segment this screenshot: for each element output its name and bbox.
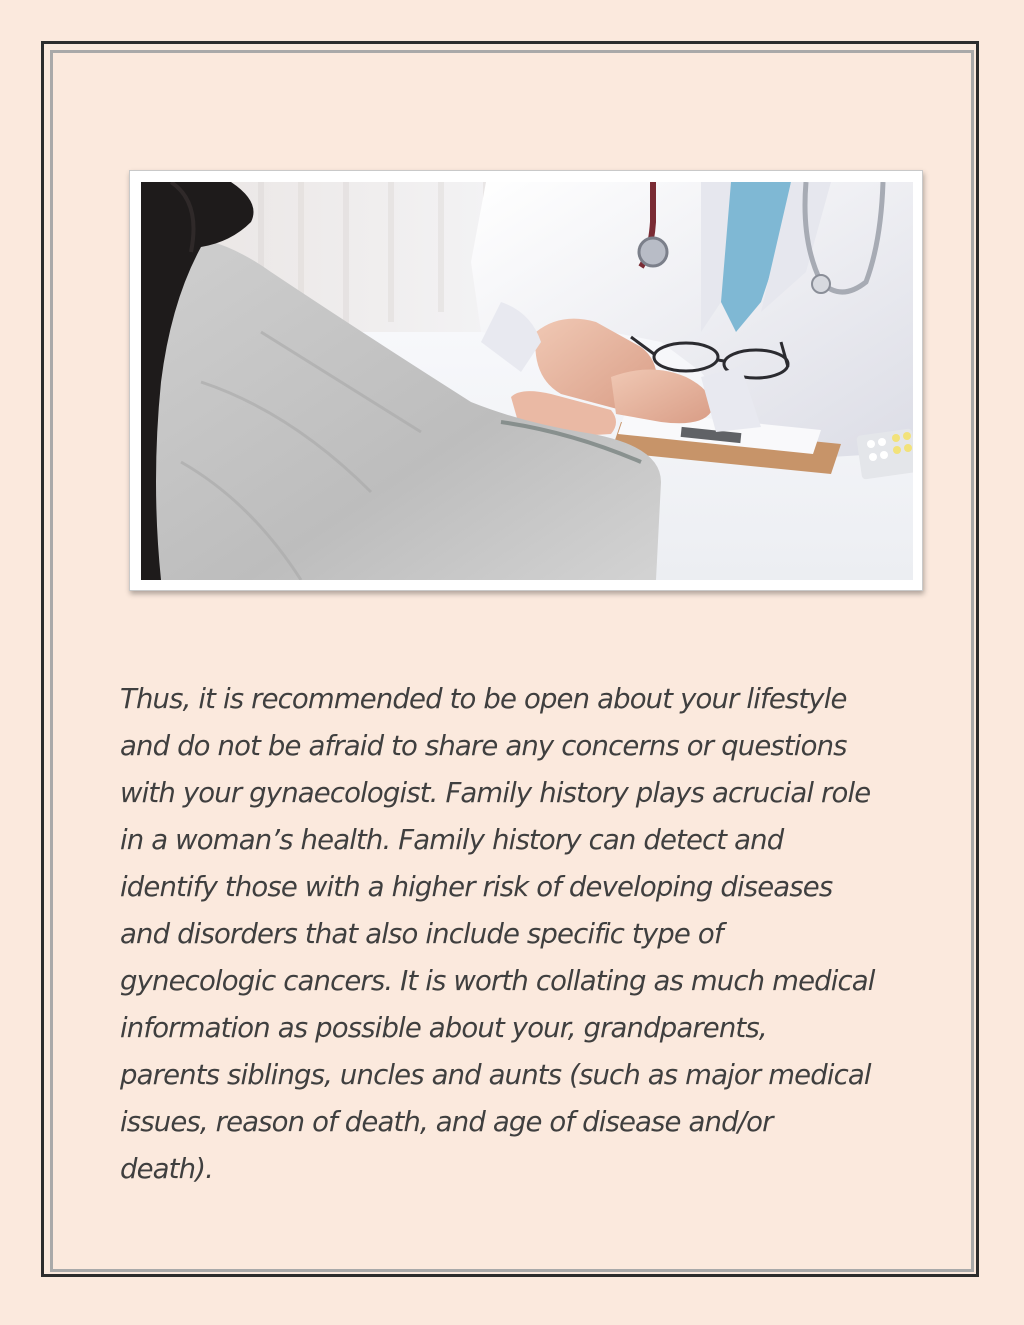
paragraph-line: and disorders that also include specific type of (120, 918, 723, 950)
paragraph-line: with your gynaecologist. Family history plays acrucial role (120, 777, 871, 809)
photo-frame (129, 170, 923, 591)
paragraph-line: in a woman’s health. Family history can detect and (120, 824, 784, 856)
paragraph-line: information as possible about your, grandparents, (120, 1012, 767, 1044)
paragraph-line: issues, reason of death, and age of disease and/or (120, 1106, 773, 1138)
paragraph-line: gynecologic cancers. It is worth collating as much medical (120, 965, 875, 997)
paragraph-line: Thus, it is recommended to be open about your lifestyle (120, 683, 847, 715)
paragraph-line: death). (120, 1153, 213, 1185)
paragraph-line: parents siblings, uncles and aunts (such as major medical (120, 1059, 871, 1091)
pill-blister (856, 428, 913, 479)
consultation-photo (141, 182, 913, 580)
paragraph-line: identify those with a higher risk of developing diseases (120, 871, 833, 903)
paragraph-line: and do not be afraid to share any concerns or questions (120, 730, 847, 762)
body-paragraph (120, 676, 920, 1193)
